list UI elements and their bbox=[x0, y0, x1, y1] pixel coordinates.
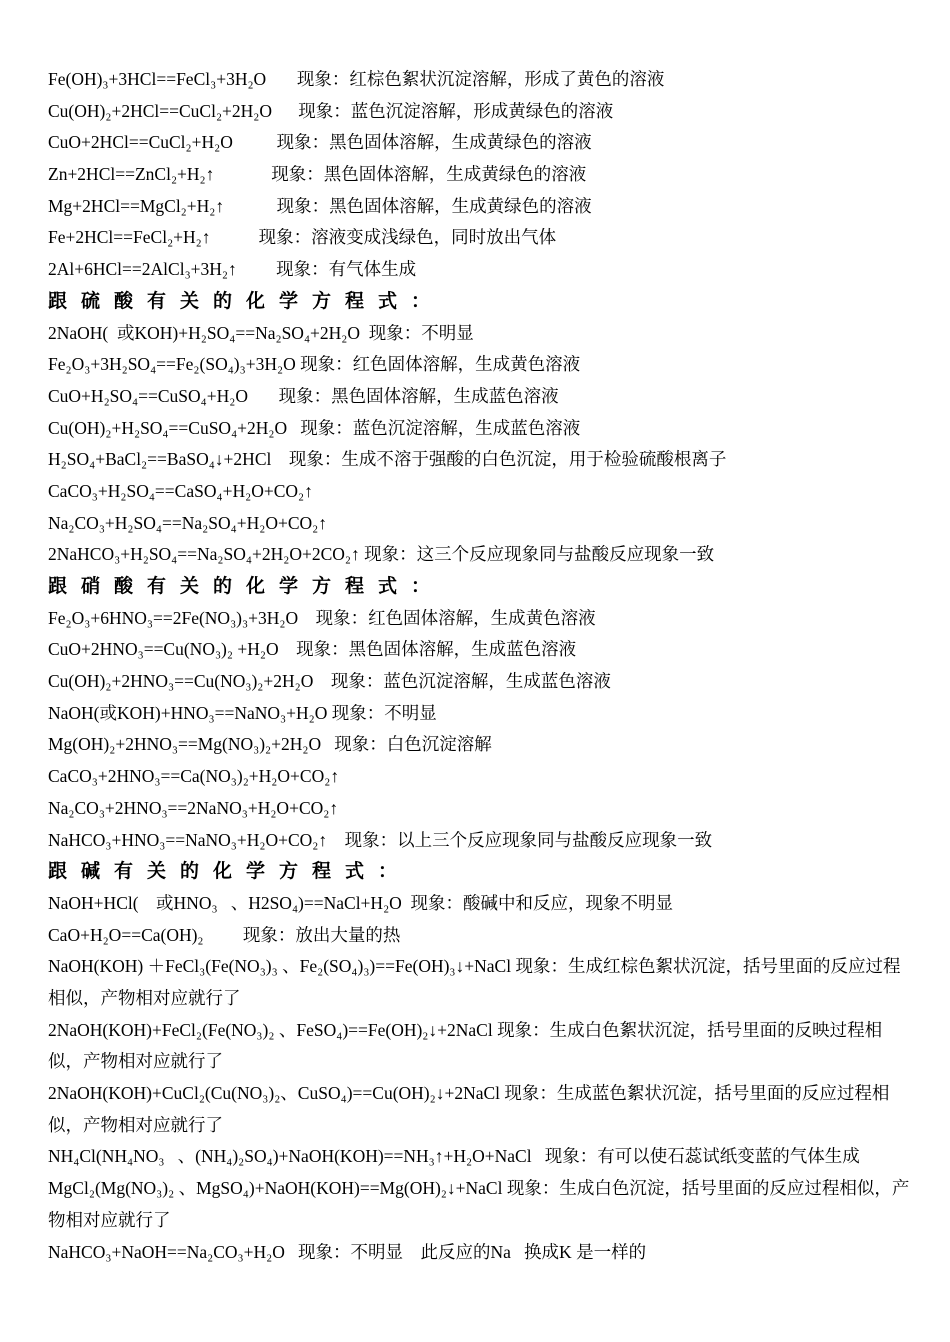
equation-line: NH₄Cl(NH₄NO₃ 、(NH₄)₂SO₄)+NaOH(KOH)==NH₃↑+H₂O+NaCl 现象：有可以使石蕊试纸变蓝的气体生成 bbox=[48, 1146, 860, 1167]
equation-line: Cu(OH)₂+2HCl==CuCl₂+2H₂O 现象：蓝色沉淀溶解，形成黄绿色的溶液 bbox=[48, 100, 614, 121]
equation-line: Na₂CO₃+H₂SO₄==Na₂SO₄+H₂O+CO₂↑ bbox=[48, 512, 327, 533]
equation-line: NaHCO₃+HNO₃==NaNO₃+H₂O+CO₂↑ 现象：以上三个反应现象同与盐酸反应现象一致 bbox=[48, 829, 713, 850]
equation-line: 2Al+6HCl==2AlCl₃+3H₂↑ 现象：有气体生成 bbox=[48, 259, 417, 280]
equation-line: Na₂CO₃+2HNO₃==2NaNO₃+H₂O+CO₂↑ bbox=[48, 797, 339, 818]
equation-line: Cu(OH)₂+H₂SO₄==CuSO₄+2H₂O 现象：蓝色沉淀溶解，生成蓝色溶液 bbox=[48, 417, 581, 438]
section-heading-base: 跟碱有关的化学方程式： bbox=[48, 860, 412, 883]
equation-line: Mg+2HCl==MgCl₂+H₂↑ 现象：黑色固体溶解，生成黄绿色的溶液 bbox=[48, 195, 592, 216]
equation-line: CuO+2HCl==CuCl₂+H₂O 现象：黑色固体溶解，生成黄绿色的溶液 bbox=[48, 132, 592, 153]
equation-line: CaCO₃+H₂SO₄==CaSO₄+H₂O+CO₂↑ bbox=[48, 480, 313, 501]
document-page bbox=[48, 64, 912, 1268]
equation-line: 2NaOH(KOH)+FeCl₂(Fe(NO₃)₂ 、FeSO₄)==Fe(OH)₂↓+2NaCl 现象：生成白色絮状沉淀，括号里面的反映过程相似，产物相对应就行了 bbox=[48, 1019, 883, 1072]
equation-line: NaOH(KOH) ＋FeCl₃(Fe(NO₃)₃ 、Fe₂(SO₄)₃)==Fe(OH)₃↓+NaCl 现象：生成红棕色絮状沉淀，括号里面的反应过程相似，产物相对应就行了 bbox=[48, 956, 901, 1008]
equation-line: NaOH(或KOH)+HNO₃==NaNO₃+H₂O 现象：不明显 bbox=[48, 702, 437, 723]
section-heading-sulfuric-acid: 跟硫酸有关的化学方程式： bbox=[48, 289, 445, 312]
equation-line: NaHCO₃+NaOH==Na₂CO₃+H₂O 现象：不明显 此反应的Na 换成K 是一样的 bbox=[48, 1241, 647, 1262]
equation-line: Zn+2HCl==ZnCl₂+H₂↑ 现象：黑色固体溶解，生成黄绿色的溶液 bbox=[48, 164, 587, 185]
equation-line: H₂SO₄+BaCl₂==BaSO₄↓+2HCl 现象：生成不溶于强酸的白色沉淀，用于检验硫酸根离子 bbox=[48, 449, 727, 470]
equation-line: NaOH+HCl( 或HNO₃ 、H2SO₄)==NaCl+H₂O 现象：酸碱中和反应，现象不明显 bbox=[48, 892, 674, 913]
equation-line: 2NaHCO₃+H₂SO₄==Na₂SO₄+2H₂O+2CO₂↑ 现象：这三个反应现象同与盐酸反应现象一致 bbox=[48, 544, 715, 565]
equation-line: Fe+2HCl==FeCl₂+H₂↑ 现象：溶液变成浅绿色，同时放出气体 bbox=[48, 227, 557, 248]
equation-line: CuO+H₂SO₄==CuSO₄+H₂O 现象：黑色固体溶解，生成蓝色溶液 bbox=[48, 385, 559, 406]
equation-line: CuO+2HNO₃==Cu(NO₃)₂ +H₂O 现象：黑色固体溶解，生成蓝色溶液 bbox=[48, 639, 577, 660]
equation-line: Fe₂O₃+6HNO₃==2Fe(NO₃)₃+3H₂O 现象：红色固体溶解，生成黄色溶液 bbox=[48, 607, 596, 628]
equation-line: Mg(OH)₂+2HNO₃==Mg(NO₃)₂+2H₂O 现象：白色沉淀溶解 bbox=[48, 734, 492, 755]
equation-line: CaO+H₂O==Ca(OH)₂ 现象：放出大量的热 bbox=[48, 924, 401, 945]
equation-line: CaCO₃+2HNO₃==Ca(NO₃)₂+H₂O+CO₂↑ bbox=[48, 766, 340, 787]
section-heading-nitric-acid: 跟硝酸有关的化学方程式： bbox=[48, 575, 445, 597]
equation-line: 2NaOH( 或KOH)+H₂SO₄==Na₂SO₄+2H₂O 现象：不明显 bbox=[48, 322, 474, 343]
equation-line: Cu(OH)₂+2HNO₃==Cu(NO₃)₂+2H₂O 现象：蓝色沉淀溶解，生成蓝色溶液 bbox=[48, 671, 611, 692]
equation-line: Fe₂O₃+3H₂SO₄==Fe₂(SO₄)₃+3H₂O 现象：红色固体溶解，生成黄色溶液 bbox=[48, 354, 581, 375]
equation-line: Fe(OH)₃+3HCl==FeCl₃+3H₂O 现象：红棕色絮状沉淀溶解，形成了黄色的溶液 bbox=[48, 69, 665, 89]
equation-line: MgCl₂(Mg(NO₃)₂ 、MgSO₄)+NaOH(KOH)==Mg(OH)₂↓+NaCl 现象：生成白色沉淀，括号里面的反应过程相似，产物相对应就行了 bbox=[48, 1178, 910, 1230]
equation-line: 2NaOH(KOH)+CuCl₂(Cu(NO₃)₂、CuSO₄)==Cu(OH)₂↓+2NaCl 现象：生成蓝色絮状沉淀，括号里面的反应过程相似，产物相对应就行了 bbox=[48, 1083, 890, 1135]
